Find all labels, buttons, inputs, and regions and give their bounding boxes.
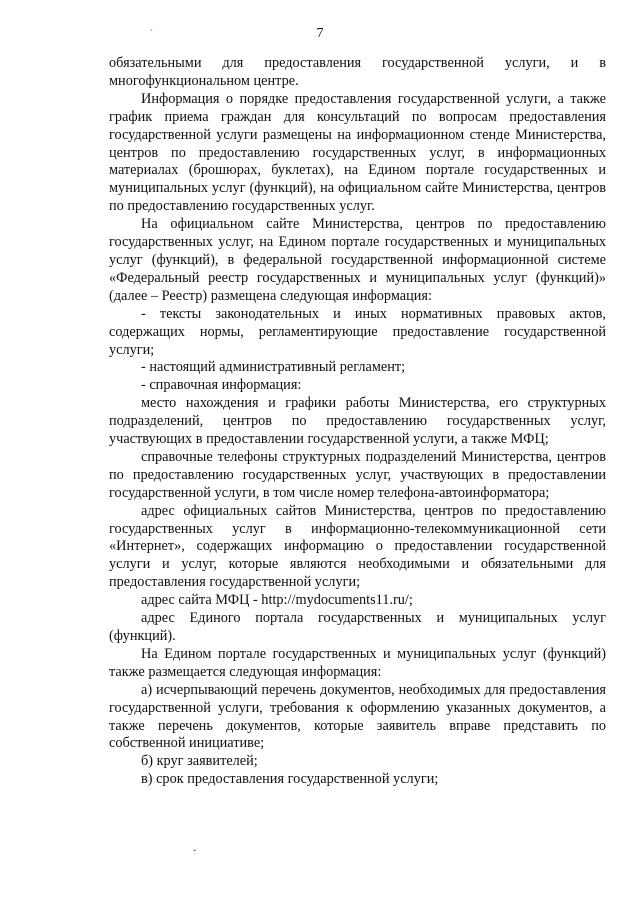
paragraph-locations: место нахождения и графики работы Министерства, его структурных подразделений, центров по предоставлению государственных услуг, участвующих в предоставлении государственной услуги, а также МФЦ; bbox=[109, 395, 606, 448]
paragraph-portal-info: На Едином портале государственных и муниципальных услуг (функций) также размещается следующая информация: bbox=[109, 645, 606, 680]
list-item-legal-acts: - тексты законодательных и иных нормативных правовых актов, содержащих нормы, регламентирующие предоставление государственной услуги; bbox=[109, 305, 606, 358]
list-item-b: б) круг заявителей; bbox=[141, 753, 258, 770]
list-item-regulation: - настоящий административный регламент; bbox=[141, 359, 406, 376]
document-body bbox=[109, 55, 606, 789]
list-item-c: в) срок предоставления государственной услуги; bbox=[141, 771, 439, 788]
paragraph-info-placement: Информация о порядке предоставления государственной услуги, а также график приема граждан для консультаций по вопросам предоставления государственной услуги размещены на информационном стенде Министерства, центров по предоставлению государственных услуг, в информационных материалах (брошюрах, буклетах), на Едином портале государственных и муниципальных услуг (функций), на официальном сайте Министерства, центров по предоставлению государственных услуг. bbox=[109, 90, 606, 215]
paragraph-official-sites: На официальном сайте Министерства, центров по предоставлению государственных услуг, на Едином портале государственных и муниципальных услуг (функций), в федеральной государственной информационной системе «Федеральный реестр государственных и муниципальных услуг (функций)» (далее – Реестр) размещена следующая информация: bbox=[109, 216, 606, 304]
paragraph-mfc-address: адрес сайта МФЦ - http://mydocuments11.ru/; bbox=[141, 592, 413, 609]
paragraph-portal-address: адрес Единого портала государственных и муниципальных услуг (функций). bbox=[109, 610, 606, 644]
page-number: 7 bbox=[316, 26, 324, 41]
scan-speck: ˇ bbox=[193, 848, 196, 858]
list-item-reference-info: - справочная информация: bbox=[141, 377, 302, 394]
list-item-a: а) исчерпывающий перечень документов, необходимых для предоставления государственной услуги, требования к оформлению указанных документов, а также перечень документов, которые заявитель вправе представить по собственной инициативе; bbox=[109, 681, 606, 752]
paragraph-continuation: обязательными для предоставления государственной услуги, и в многофункциональном центре. bbox=[109, 55, 606, 89]
paragraph-phones: справочные телефоны структурных подразделений Министерства, центров по предоставлению государственных услуг, участвующих в предоставлении государственной услуги, в том числе номер телефона-автоинформатора; bbox=[109, 448, 606, 501]
paragraph-website-addresses: адрес официальных сайтов Министерства, центров по предоставлению государственных услуг в информационно-телекоммуникационной сети «Интернет», содержащих информацию о предоставлении государственной услуги и услуг, которые являются необходимыми и обязательными для предоставления государственной услуги; bbox=[109, 502, 606, 591]
scan-speck: ˎ bbox=[150, 21, 153, 31]
